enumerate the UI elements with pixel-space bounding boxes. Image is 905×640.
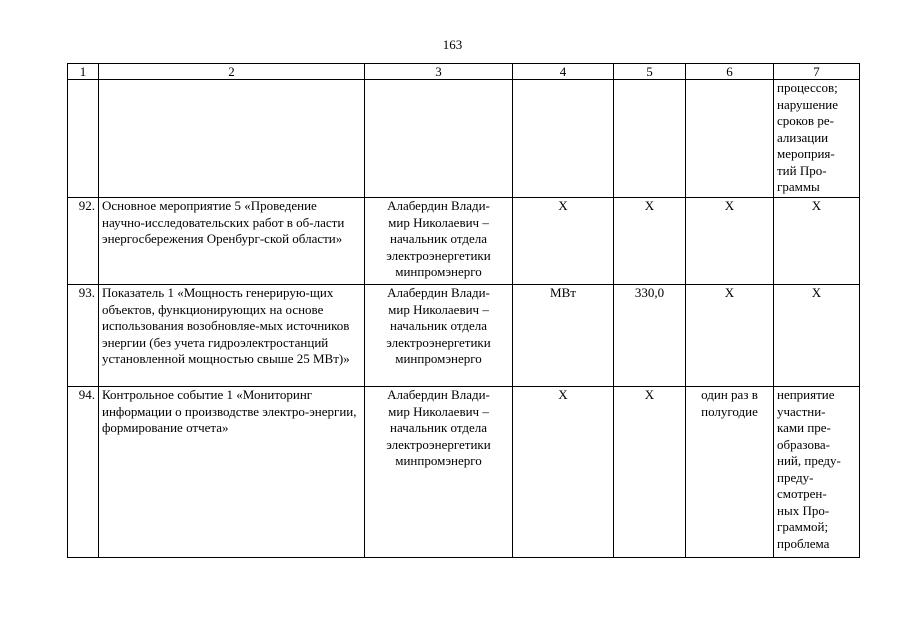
row-period: один раз в полугодие [686, 387, 774, 558]
row-unit [513, 80, 614, 198]
row-responsible: Алабердин Влади- мир Николаевич – начальник отдела электроэнергетики минпромэнерго [365, 285, 513, 387]
row-number [68, 80, 99, 198]
table-row [68, 285, 860, 387]
column-header: 3 [365, 64, 513, 80]
row-responsible [365, 80, 513, 198]
row-risk: неприятие участни- ками пре- образова- ний, преду- преду- смотрен- ных Про- граммой; проблема [774, 387, 860, 558]
row-period: Х [686, 285, 774, 387]
row-period [686, 80, 774, 198]
row-unit: Х [513, 387, 614, 558]
row-risk: Х [774, 285, 860, 387]
row-responsible: Алабердин Влади- мир Николаевич – начальник отдела электроэнергетики минпромэнерго [365, 387, 513, 558]
row-number: 92. [68, 198, 99, 285]
row-name: Основное мероприятие 5 «Проведение научно-исследовательских работ в об-ласти энергосбережения Оренбург-ской области» [99, 198, 365, 285]
table-row [68, 198, 860, 285]
page-number: 163 [442, 37, 463, 52]
row-period: Х [686, 198, 774, 285]
row-responsible: Алабердин Влади- мир Николаевич – начальник отдела электроэнергетики минпромэнерго [365, 198, 513, 285]
row-value [614, 80, 686, 198]
column-header: 2 [99, 64, 365, 80]
row-name: Контрольное событие 1 «Мониторинг информации о производстве электро-энергии, формирование отчета» [99, 387, 365, 558]
row-value: 330,0 [614, 285, 686, 387]
row-value: Х [614, 198, 686, 285]
row-number: 94. [68, 387, 99, 558]
table-row [68, 387, 860, 558]
row-name: Показатель 1 «Мощность генерирую-щих объектов, функционирующих на основе использования возобновляе-мых источников энергии (без учета гидроэлектростанций установленной мощностью свыше 25 МВт)» [99, 285, 365, 387]
row-number: 93. [68, 285, 99, 387]
row-risk: Х [774, 198, 860, 285]
row-unit: Х [513, 198, 614, 285]
row-unit: МВт [513, 285, 614, 387]
column-header: 5 [614, 64, 686, 80]
column-header: 1 [68, 64, 99, 80]
column-header: 7 [774, 64, 860, 80]
row-risk: процессов; нарушение сроков ре- ализации мероприя- тий Про- граммы [774, 80, 860, 198]
row-name [99, 80, 365, 198]
table-header-row [68, 64, 860, 80]
program-table [67, 63, 860, 558]
column-header: 4 [513, 64, 614, 80]
column-header: 6 [686, 64, 774, 80]
table-row [68, 80, 860, 198]
row-value: Х [614, 387, 686, 558]
